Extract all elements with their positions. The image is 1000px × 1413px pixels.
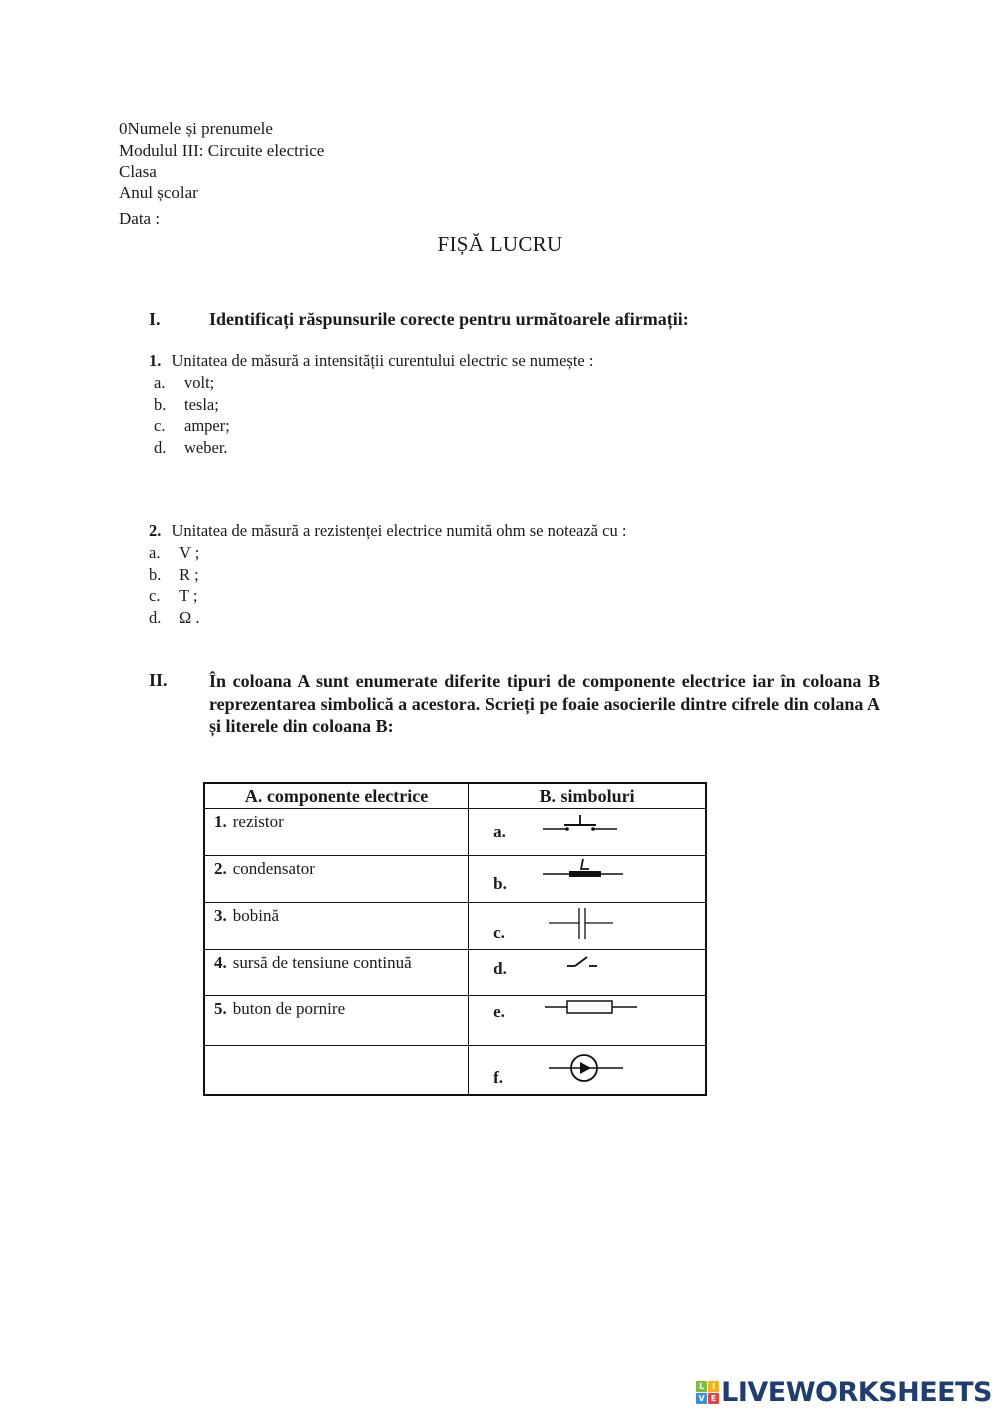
logo-badge-icon: L I V E (696, 1381, 719, 1404)
table-row (204, 1046, 706, 1095)
symbol-cell: b. (469, 856, 706, 903)
table-row (204, 950, 706, 996)
capacitor-symbol-icon (547, 905, 617, 941)
option-b[interactable]: b. tesla; (154, 394, 219, 414)
logo-text: LIVEWORKSHEETS (721, 1377, 992, 1408)
table-row (204, 856, 706, 903)
class-label: Clasa (119, 162, 157, 181)
option-d[interactable]: d. Ω . (149, 607, 200, 627)
matching-table (203, 782, 707, 1096)
symbol-cell: a. (469, 809, 706, 856)
column-a-header: A. componente electrice (204, 783, 469, 809)
name-field-label: 0Numele și prenumele (119, 119, 273, 138)
question-2-text: Unitatea de măsură a rezistenței electrice numită ohm se notează cu : (171, 521, 627, 540)
component-cell: 3. bobină (204, 903, 469, 950)
symbol-cell: d. (469, 950, 706, 996)
component-cell: 2. condensator (204, 856, 469, 903)
question-2-options (149, 542, 200, 628)
question-2-number: 2. (149, 521, 162, 540)
table-row (204, 903, 706, 950)
section-1-heading: Identificați răspunsurile corecte pentru următoarele afirmații: (209, 309, 689, 329)
component-cell: 1. rezistor (204, 809, 469, 856)
symbol-cell: f. (469, 1046, 706, 1095)
question-1-text: Unitatea de măsură a intensității curentului electric se numește : (171, 351, 594, 370)
component-cell (204, 1046, 469, 1095)
question-2 (149, 521, 626, 541)
symbol-cell: c. (469, 903, 706, 950)
option-a[interactable]: a. V ; (149, 543, 200, 562)
current-source-symbol-icon (547, 1048, 627, 1088)
option-c[interactable]: c. T ; (149, 586, 198, 605)
inductor-symbol-icon (541, 856, 625, 882)
option-b[interactable]: b. R ; (149, 564, 199, 584)
table-row (204, 996, 706, 1046)
option-a[interactable]: a. volt; (154, 373, 215, 392)
table-row (204, 809, 706, 856)
component-cell: 4. sursă de tensiune continuă (204, 950, 469, 996)
resistor-symbol-icon (543, 998, 639, 1018)
question-1 (149, 351, 593, 371)
date-label: Data : (119, 209, 161, 228)
section-2-instructions: În coloana A sunt enumerate diferite tipuri de componente electrice iar în coloana B reprezentarea simbolică a acestora. Scrieți pe foaie asocierile dintre cifrele din colana A și literele din coloana B: (209, 671, 880, 736)
liveworksheets-logo (696, 1377, 992, 1408)
switch-symbol-icon (565, 952, 601, 972)
module-label: Modulul III: Circuite electrice (119, 141, 325, 160)
symbol-cell: e. (469, 996, 706, 1046)
component-cell: 5. buton de pornire (204, 996, 469, 1046)
question-1-options (154, 372, 230, 458)
school-year-label: Anul școlar (119, 183, 198, 202)
column-b-header: B. simboluri (469, 783, 706, 809)
push-button-symbol-icon (541, 811, 621, 835)
section-1-number: I. (149, 309, 161, 329)
section-2-number: II. (149, 670, 168, 690)
question-1-number: 1. (149, 351, 162, 370)
page-title: FIȘĂ LUCRU (437, 232, 563, 256)
option-d[interactable]: d. weber. (154, 437, 228, 457)
option-c[interactable]: c. amper; (154, 416, 230, 435)
